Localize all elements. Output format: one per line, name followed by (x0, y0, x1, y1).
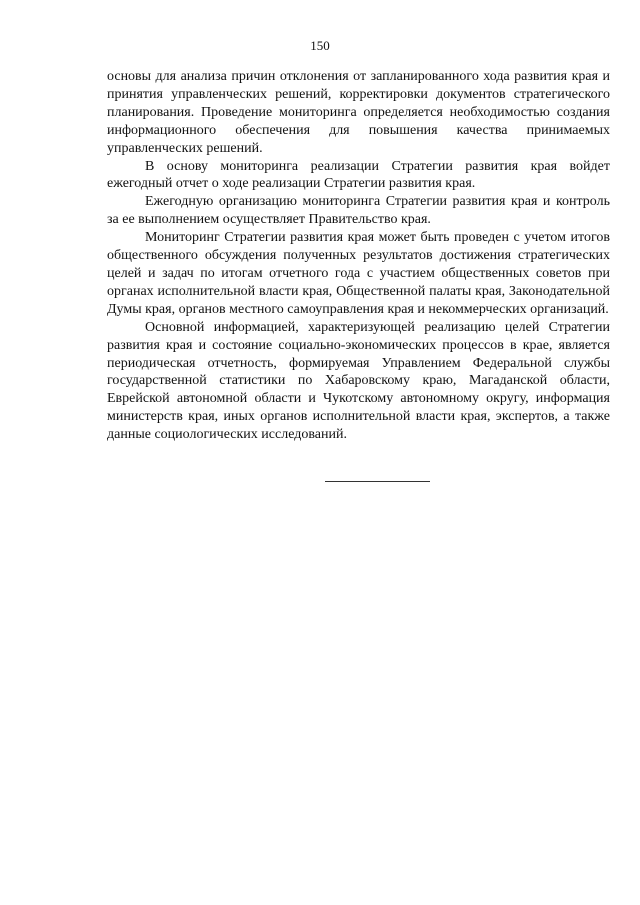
paragraph-annual-report: В основу мониторинга реализации Стратегии развития края войдет ежегодный отчет о ходе реализации Стратегии развития края. (107, 158, 610, 192)
paragraph-government-control: Ежегодную организацию мониторинга Стратегии развития края и контроль за ее выполнением осуществляет Правительство края. (107, 194, 610, 228)
document-body (107, 68, 610, 444)
end-of-section-rule (325, 481, 430, 482)
page-number: 150 (310, 38, 330, 53)
paragraph-information-sources: Основной информацией, характеризующей реализацию целей Стратегии развития края и состояние социально-экономических процессов в крае, является периодическая отчетность, формируемая Управлением Федеральной службы государственной статистики по Хабаровскому краю, Магаданской области, Еврейской автономной области и Чукотскому автономному округу, информация министерств края, иных органов исполнительной власти края, экспертов, а также данные социологических исследований. (107, 319, 610, 443)
paragraph-public-discussion: Мониторинг Стратегии развития края может быть проведен с учетом итогов общественного обсуждения полученных результатов достижения стратегических целей и задач по итогам отчетного года с участием общественных советов при органах исполнительной власти края, Общественной палаты края, Законодательной Думы края, органов местного самоуправления края и некоммерческих организаций. (107, 230, 610, 317)
paragraph-analysis-basis: основы для анализа причин отклонения от запланированного хода развития края и принятия управленческих решений, корректировки документов стратегического планирования. Проведение мониторинга определяется необходимостью создания информационного обеспечения для повышения качества принимаемых управленческих решений. (107, 69, 610, 156)
